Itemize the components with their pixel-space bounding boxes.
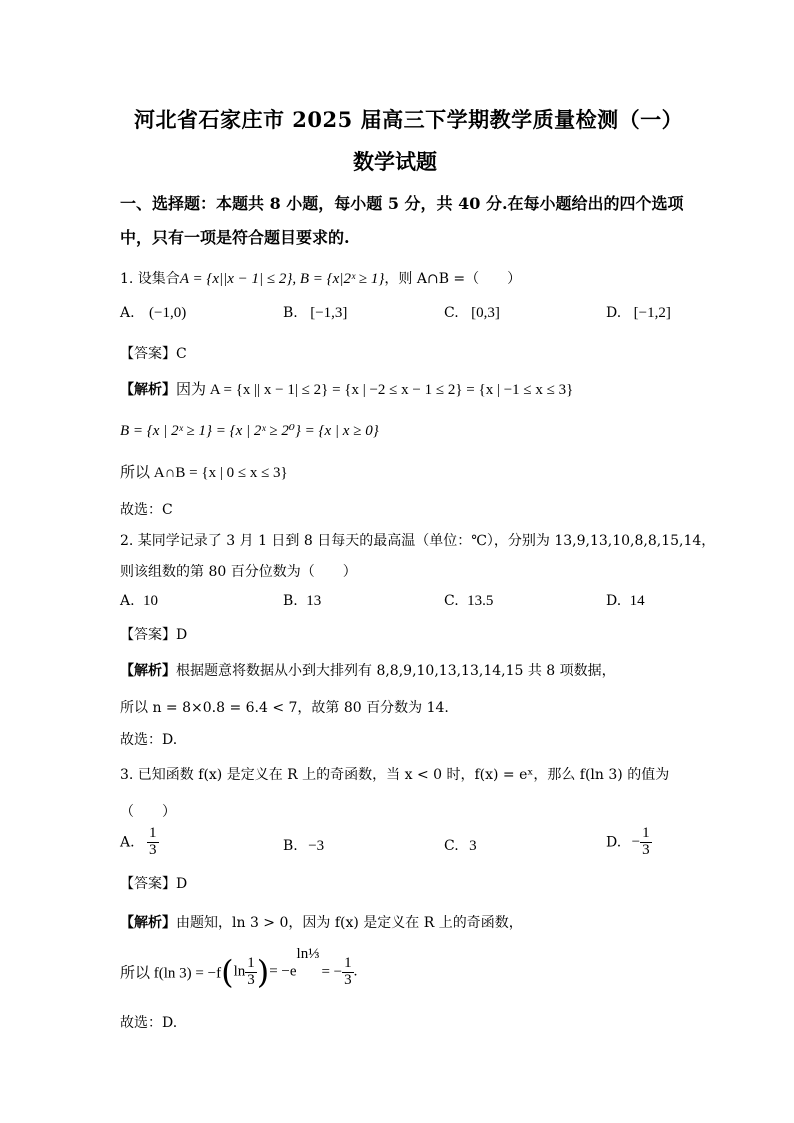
q3-analysis-1: 【解析】由题知，ln 3 > 0，因为 f(x) 是定义在 R 上的奇函数，: [120, 915, 523, 931]
q3-option-b[interactable]: B. −3: [283, 838, 325, 854]
q1-analysis-1: 【解析】因为 A = {x || x − 1| ≤ 2} = {x | −2 ≤ x − 1 ≤ 2} = {x | −1 ≤ x ≤ 3}: [120, 382, 574, 398]
q1-option-d[interactable]: D. [−1,2]: [606, 305, 671, 321]
q1-choice: 故选：C: [120, 502, 173, 518]
q1-option-b[interactable]: B. [−1,3]: [283, 305, 348, 321]
q2-option-b[interactable]: B. 13: [283, 593, 322, 609]
q1-answer: 【答案】C: [120, 346, 187, 362]
q3-analysis-fraction-1: $\frac{1}{3}$: [247, 954, 255, 988]
q3-stem-line2: （ ）: [120, 804, 176, 820]
section-heading-line2: 中，只有一项是符合题目要求的.: [120, 228, 350, 247]
q2-stem-line1: 2. 某同学记录了 3 月 1 日到 8 日每天的最高温（单位：℃），分别为 13,9,13,10,8,8,15,14，: [120, 533, 716, 549]
q3-analysis-2: 所以 f(ln 3) = −f(ln $\frac{1}{3}$ )= $-e^{ln\frac{1}{3}}=$ − $\frac{1}{3}$ .: [120, 946, 358, 991]
q3-analysis-fraction-2: $\frac{1}{3}$: [344, 954, 352, 988]
section-heading-line1: 一、选择题：本题共 8 小题，每小题 5 分，共 40 分.在每小题给出的四个选项: [120, 194, 684, 213]
q2-option-d[interactable]: D. 14: [606, 593, 645, 609]
q3-choice: 故选：D.: [120, 1015, 178, 1031]
q2-answer: 【答案】D: [120, 627, 188, 643]
q1-set-b: , B = {x|2ˣ ≥ 1}: [292, 271, 385, 287]
q1-analysis-3: 所以 A∩B = {x | 0 ≤ x ≤ 3}: [120, 465, 288, 481]
q2-option-a[interactable]: A. 10: [120, 593, 159, 609]
q1-prefix: 1. 设集合: [120, 271, 180, 287]
q1-option-a[interactable]: A. (−1,0): [120, 305, 187, 321]
q2-stem-line2: 则该组数的第 80 百分位数为（ ）: [120, 564, 357, 580]
q3-option-c[interactable]: C. 3: [444, 838, 477, 854]
q3-option-d[interactable]: D. − $\frac{1}{3}$: [606, 825, 650, 858]
q2-option-c[interactable]: C. 13.5: [444, 593, 494, 609]
q3-option-d-fraction: $\frac{1}{3}$: [642, 825, 650, 858]
q2-choice: 故选：D.: [120, 732, 178, 748]
q3-stem-line1: 3. 已知函数 f(x) 是定义在 R 上的奇函数，当 x < 0 时，f(x) = eˣ，那么 f(ln 3) 的值为: [120, 767, 670, 783]
q3-answer: 【答案】D: [120, 876, 188, 892]
q1-analysis-2: B = {x | 2ˣ ≥ 1} = {x | 2ˣ ≥ 2⁰} = {x | x ≥ 0}: [120, 423, 379, 439]
q2-analysis-1: 【解析】根据题意将数据从小到大排列有 8,8,9,10,13,13,14,15 共 8 项数据，: [120, 663, 616, 679]
q1-set-a: A = {x||x − 1| ≤ 2}: [179, 271, 293, 287]
q3-option-a-fraction: $\frac{1}{3}$: [149, 825, 157, 858]
q1-option-c[interactable]: C. [0,3]: [444, 305, 500, 321]
page-title: 河北省石家庄市 2025 届高三下学期教学质量检测（一）: [134, 107, 684, 132]
q3-option-a[interactable]: A. $\frac{1}{3}$: [120, 825, 157, 858]
q1-ask: ，则 A∩B =（ ）: [384, 271, 522, 287]
page-subtitle: 数学试题: [353, 149, 437, 174]
q1-stem: [120, 268, 521, 288]
q2-analysis-2: 所以 n = 8×0.8 = 6.4 < 7，故第 80 百分数为 14.: [120, 700, 449, 716]
